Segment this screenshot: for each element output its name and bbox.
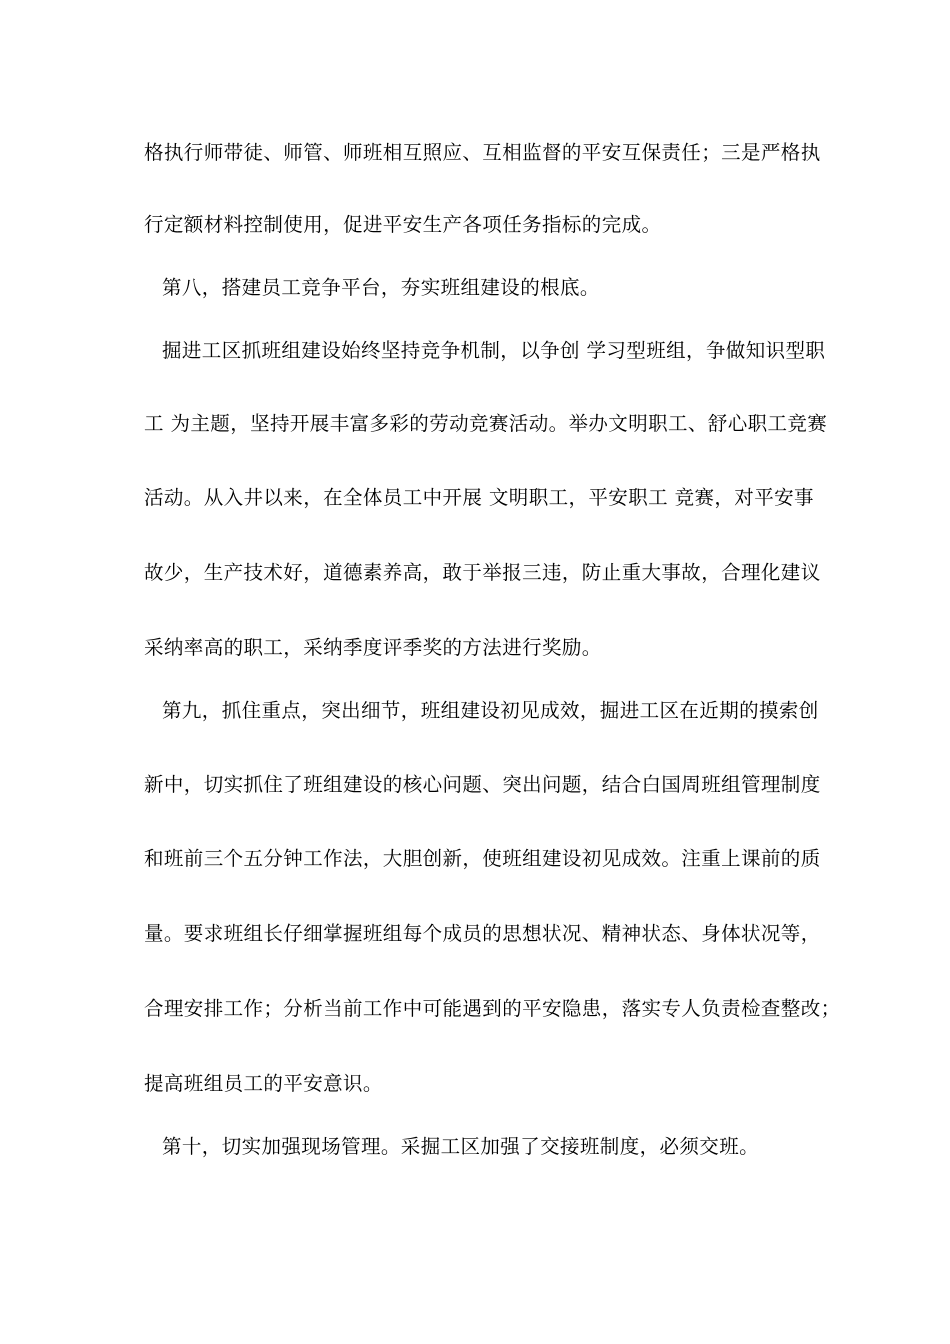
text-line: 新中，切实抓住了班组建设的核心问题、突出问题，结合白国周班组管理制度 [144,773,821,796]
text-line: 活动。从入井以来，在全体员工中开展 文明职工，平安职工 竞赛，对平安事 [144,486,814,509]
text-line: 量。要求班组长仔细掌握班组每个成员的思想状况、精神状态、身体状况等， [144,922,821,945]
text-line: 和班前三个五分钟工作法，大胆创新，使班组建设初见成效。注重上课前的质 [144,847,821,870]
text-line: 提高班组员工的平安意识。 [144,1072,383,1095]
text-line: 工 为主题，坚持开展丰富多彩的劳动竞赛活动。举办文明职工、舒心职工竞赛 [144,412,828,435]
text-line: 格执行师带徒、师管、师班相互照应、互相监督的平安互保责任；三是严格执 [144,141,821,164]
section-heading: 第八，搭建员工竞争平台，夯实班组建设的根底。 [162,276,600,299]
text-line: 掘进工区抓班组建设始终坚持竞争机制，以争创 学习型班组，争做知识型职 [162,339,826,362]
text-line: 合理安排工作；分析当前工作中可能遇到的平安隐患，落实专人负责检查整改； [144,997,841,1020]
text-line: 行定额材料控制使用，促进平安生产各项任务指标的完成。 [144,213,662,236]
text-line: 采纳率高的职工，采纳季度评季奖的方法进行奖励。 [144,636,602,659]
section-heading: 第九，抓住重点，突出细节，班组建设初见成效，掘进工区在近期的摸索创 [162,699,819,722]
section-heading: 第十，切实加强现场管理。采掘工区加强了交接班制度，必须交班。 [162,1135,760,1158]
text-line: 故少，生产技术好，道德素养高，敢于举报三违，防止重大事故，合理化建议 [144,561,821,584]
